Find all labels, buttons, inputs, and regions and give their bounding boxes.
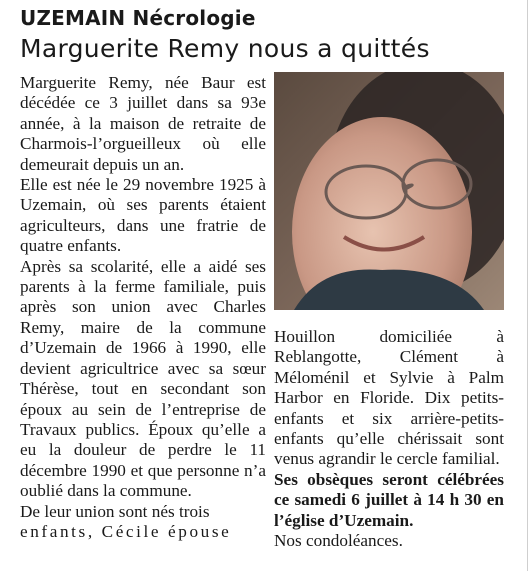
- article-right-column: [274, 327, 504, 551]
- paragraph-life: Après sa scolarité, elle a aidé ses parents à la ferme familiale, puis après son union avec Charles Remy, maire de la commune d’Uzemain de 1966 à 1990, elle devient agricultrice avec sa sœur Thérèse, tout en secondant son époux au sein de l’entreprise de Travaux publics. Époux qu’elle a eu la douleur de perdre le 11 décembre 1990 et que personne n’a oublié dans la commune.: [20, 256, 266, 501]
- paragraph-children-start: De leur union sont nés trois: [20, 501, 210, 521]
- section-kicker: UZEMAIN Nécrologie: [20, 6, 256, 30]
- article-left-column: [20, 73, 266, 542]
- article-headline: Marguerite Remy nous a quittés: [20, 34, 430, 63]
- paragraph-birth: Elle est née le 29 novembre 1925 à Uzemain, où ses parents étaient agriculteurs, dans une fratrie de quatre enfants.: [20, 175, 266, 256]
- paragraph-intro: Marguerite Remy, née Baur est décédée ce 3 juillet dans sa 93e année, à la maison de retraite de Charmois-l’orgueilleux où elle demeurait depuis un an.: [20, 73, 266, 174]
- paragraph-condolences: Nos condoléances.: [274, 531, 403, 551]
- paragraph-family: Houillon domiciliée à Reblangotte, Clément à Méloménil et Sylvie à Palm Harbor en Floride. Dix petits-enfants et six arrière-petits-enfants qu’elle chérissait sont venus agrandir le cercle familial.: [274, 327, 504, 469]
- portrait-photo: [274, 72, 504, 310]
- paragraph-children-continued: enfants, Cécile épouse: [20, 521, 232, 541]
- paragraph-funeral: Ses obsèques seront célébrées ce samedi 6 juillet à 14 h 30 en l’église d’Uzemain.: [274, 469, 504, 530]
